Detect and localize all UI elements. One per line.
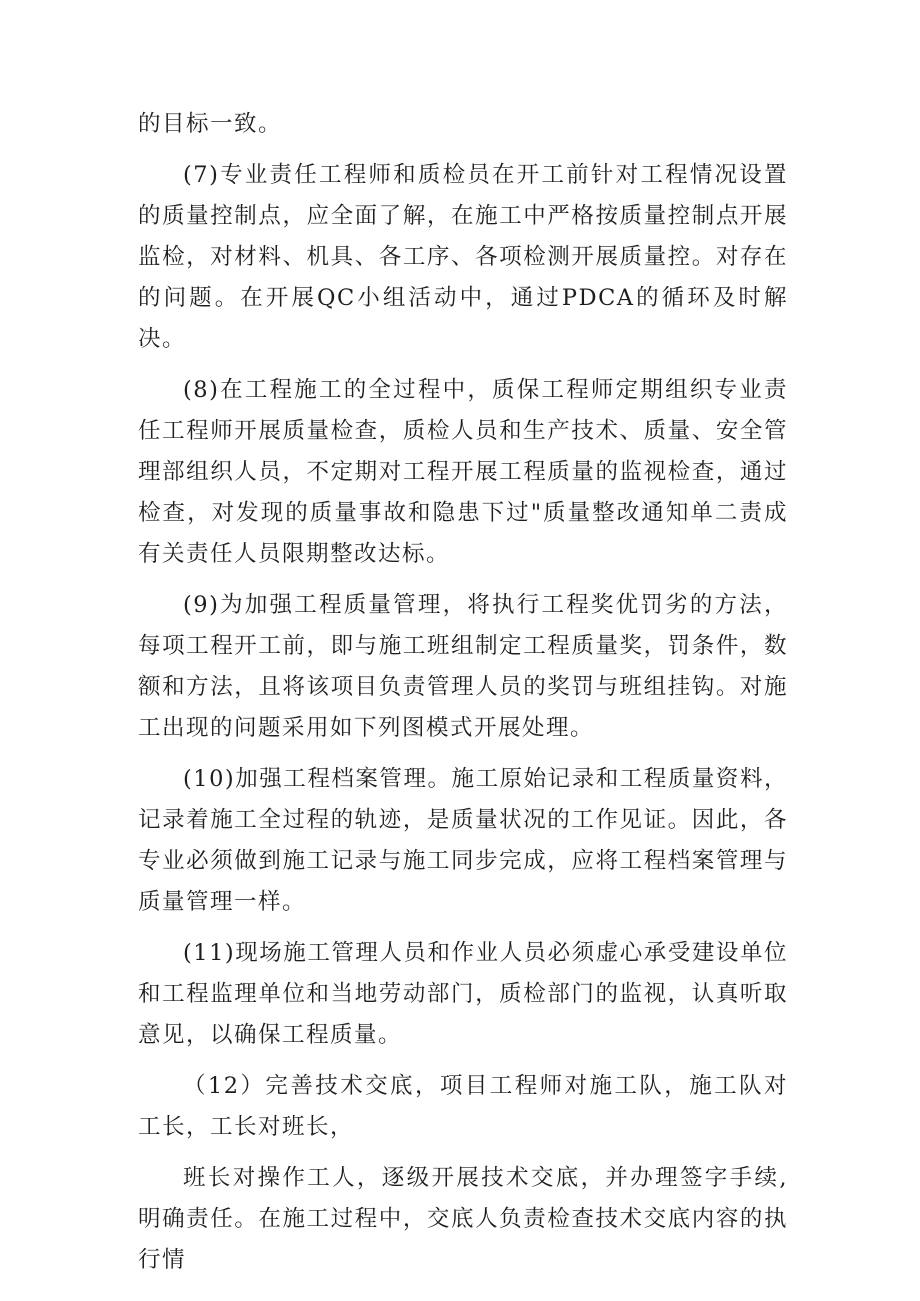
- paragraph-item-7: (7)专业责任工程师和质检员在开工前针对工程情况设置的质量控制点，应全面了解，在施工中严格按质量控制点开展监检，对材料、机具、各工序、各项检测开展质量控。对存在的问题。在开展QC小组活动中，通过PDCA的循环及时解决。: [138, 162, 788, 352]
- paragraph-continuation: 的目标一致。: [138, 111, 283, 137]
- paragraph-item-10: (10)加强工程档案管理。施工原始记录和工程质量资料，记录着施工全过程的轨迹，是质量状况的工作见证。因此，各专业必须做到施工记录与施工同步完成，应将工程档案管理与质量管理一样。: [138, 766, 788, 915]
- paragraph-item-9: (9)为加强工程质量管理，将执行工程奖优罚劣的方法，每项工程开工前，即与施工班组制定工程质量奖，罚条件，数额和方法，且将该项目负责管理人员的奖罚与班组挂钩。对施工出现的问题采用如下列图模式开展处理。: [138, 592, 788, 741]
- paragraph-item-12: （12）完善技术交底，项目工程师对施工队，施工队对工长，工长对班长，: [138, 1073, 788, 1140]
- document-body: [138, 104, 788, 1291]
- paragraph-item-12-continued: 班长对操作工人，逐级开展技术交底，并办理签字手续,明确责任。在施工过程中，交底人负责检查技术交底内容的执行情: [138, 1165, 788, 1273]
- paragraph-item-8: (8)在工程施工的全过程中，质保工程师定期组织专业责任工程师开展质量检查，质检人员和生产技术、质量、安全管理部组织人员，不定期对工程开展工程质量的监视检查，通过检查，对发现的质量事故和隐患下过"质量整改通知单二责成有关责任人员限期整改达标。: [138, 377, 788, 567]
- paragraph-item-11: (11)现场施工管理人员和作业人员必须虚心承受建设单位和工程监理单位和当地劳动部门，质检部门的监视，认真听取意见，以确保工程质量。: [138, 940, 788, 1048]
